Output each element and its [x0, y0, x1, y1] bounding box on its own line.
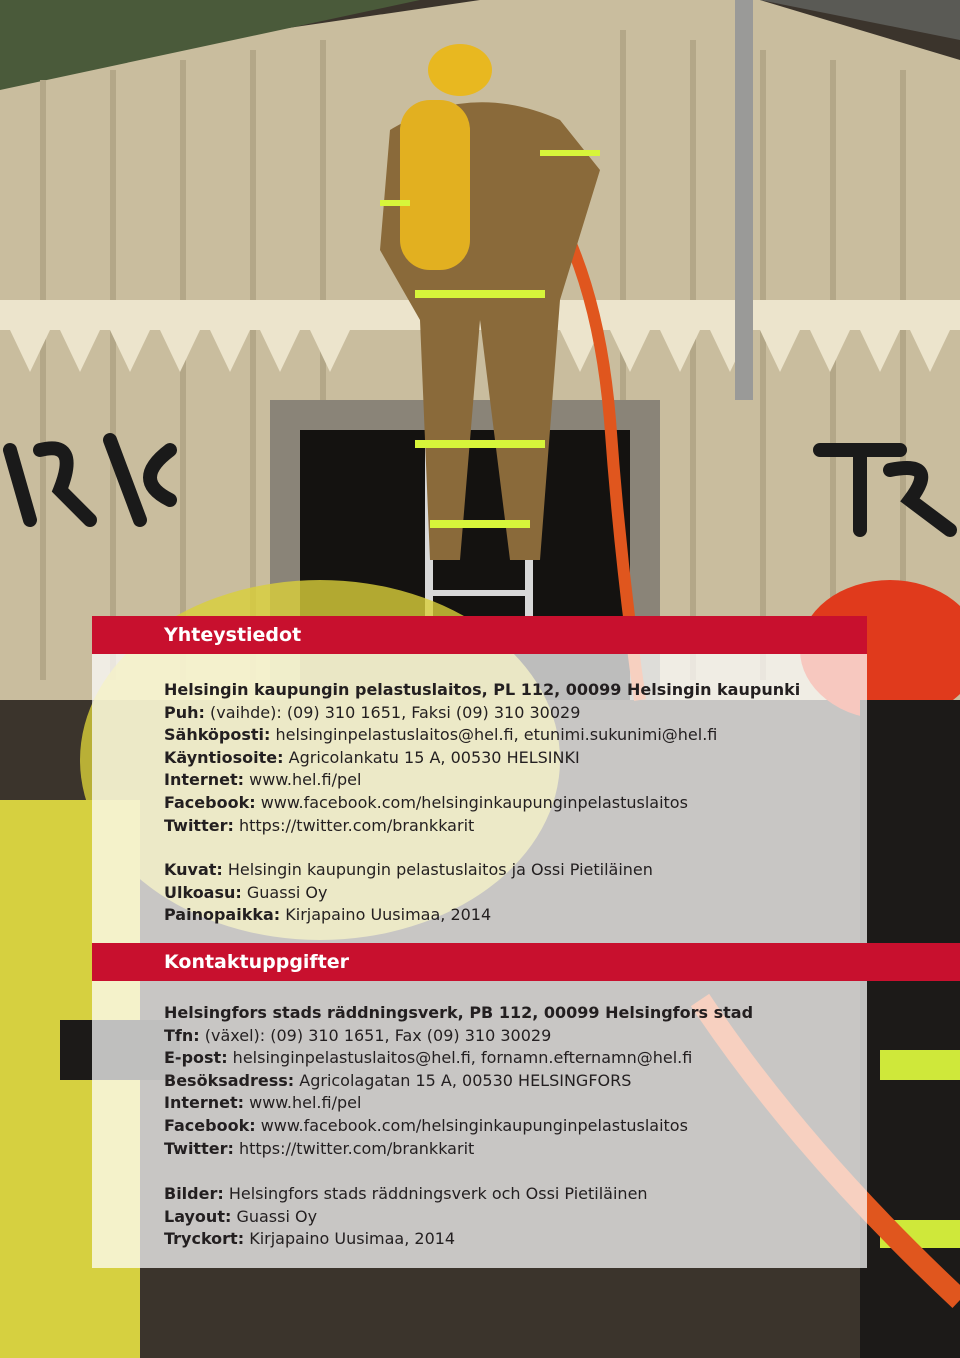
credit-line: Layout: Guassi Oy: [164, 1206, 318, 1226]
contact-line: Puh: (vaihde): (09) 310 1651, Faksi (09) 310 30029: [164, 702, 581, 722]
credit-line: Kuvat: Helsingin kaupungin pelastuslaitos ja Ossi Pietiläinen: [164, 860, 653, 879]
section-heading-sv: [92, 943, 960, 981]
contact-line: Internet: www.hel.fi/pel: [164, 1093, 362, 1113]
contact-line: Twitter: https://twitter.com/brankkarit: [164, 1138, 475, 1158]
credit-line: Painopaikka: Kirjapaino Uusimaa, 2014: [164, 905, 492, 925]
contact-line: Tfn: (växel): (09) 310 1651, Fax (09) 310 30029: [164, 1025, 552, 1045]
section-title-fi: Yhteystiedot: [164, 624, 302, 646]
credit-line: Ulkoasu: Guassi Oy: [164, 882, 328, 902]
credit-line: Tryckort: Kirjapaino Uusimaa, 2014: [164, 1229, 456, 1249]
contact-line: Facebook: www.facebook.com/helsinginkaupunginpelastuslaitos: [164, 792, 688, 812]
contact-line: Internet: www.hel.fi/pel: [164, 770, 362, 790]
contact-block-sv: [164, 1002, 753, 1160]
contact-line: Besöksadress: Agricolagatan 15 A, 00530 HELSINGFORS: [164, 1070, 632, 1090]
credits-block-fi: [164, 859, 653, 927]
contact-line: Facebook: www.facebook.com/helsinginkaupunginpelastuslaitos: [164, 1115, 688, 1135]
contact-block-fi: [164, 679, 800, 837]
section-title-sv: Kontaktuppgifter: [164, 951, 350, 973]
credit-line: Bilder: Helsingfors stads räddningsverk och Ossi Pietiläinen: [164, 1184, 648, 1203]
contact-line: Sähköposti: helsinginpelastuslaitos@hel.fi, etunimi.sukunimi@hel.fi: [164, 725, 718, 745]
section-heading-fi: [92, 616, 867, 654]
organization-sv: Helsingfors stads räddningsverk, PB 112, 00099 Helsingfors stad: [164, 1003, 754, 1022]
contact-line: Käyntiosoite: Agricolankatu 15 A, 00530 HELSINKI: [164, 747, 580, 767]
contact-line: E-post: helsinginpelastuslaitos@hel.fi, fornamn.efternamn@hel.fi: [164, 1048, 693, 1068]
organization-fi: Helsingin kaupungin pelastuslaitos, PL 112, 00099 Helsingin kaupunki: [164, 680, 801, 699]
credits-block-sv: [164, 1183, 648, 1251]
contact-line: Twitter: https://twitter.com/brankkarit: [164, 815, 475, 835]
